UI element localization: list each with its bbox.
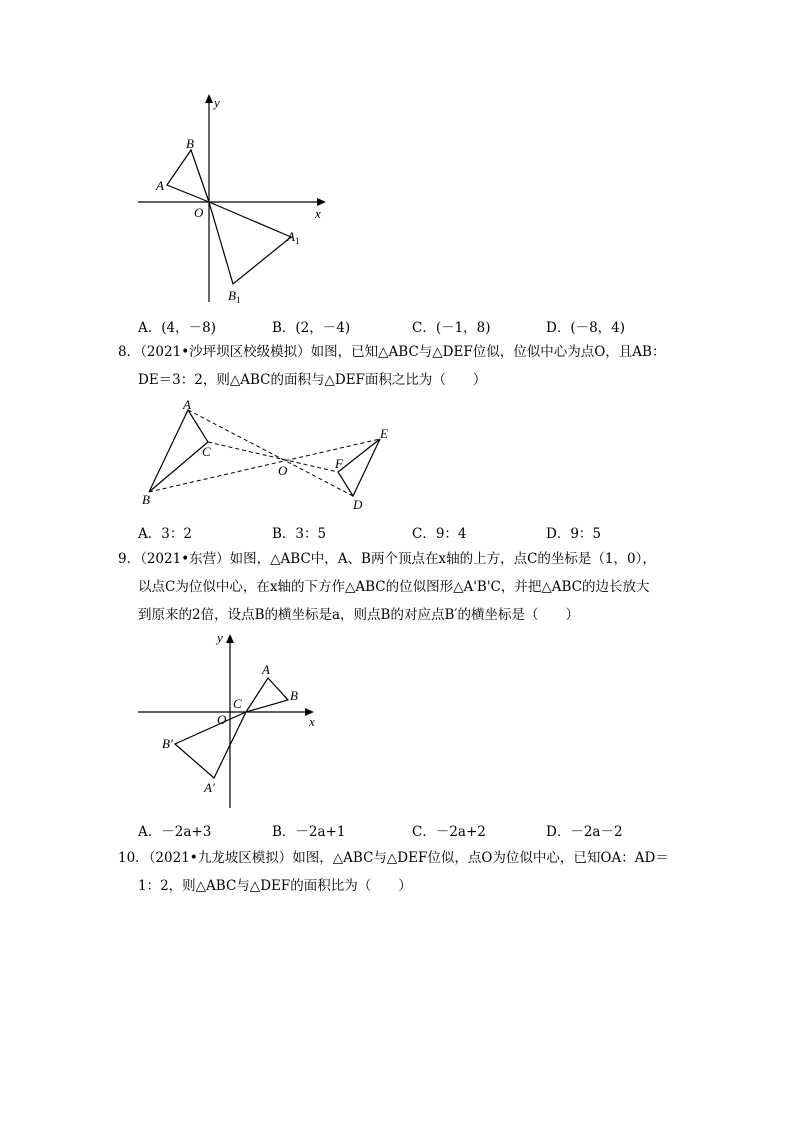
q10-text-2: 1：2，则△ABC与△DEF的面积比为（ ） bbox=[138, 878, 412, 894]
q8-figure bbox=[138, 398, 398, 513]
q9-line-3 bbox=[118, 601, 678, 629]
q7-label-o: O bbox=[194, 205, 204, 220]
q9-text-3: 到原来的2倍，设点B的横坐标是a，则点B的对应点B′的横坐标是（ ） bbox=[138, 607, 579, 623]
q8-label-b: B bbox=[142, 492, 150, 507]
q7-y-arrow bbox=[205, 94, 213, 103]
q10-line-1 bbox=[118, 844, 678, 872]
q7-options bbox=[138, 316, 658, 336]
q10-text-1: 如图，△ABC与△DEF位似，点O为位似中心，已知OA：AD＝ bbox=[292, 850, 669, 866]
q8-label-o: O bbox=[278, 463, 288, 478]
q8-label-d: D bbox=[353, 497, 363, 512]
q10-number: 10． bbox=[118, 850, 149, 866]
q8-source: （2021•沙坪坝区校级模拟） bbox=[140, 344, 311, 360]
q7-figure bbox=[130, 90, 350, 312]
q8-text-1: 如图，已知△ABC与△DEF位似，位似中心为点O，且AB： bbox=[310, 344, 666, 360]
q9-label-x: x bbox=[309, 714, 315, 729]
q9-number: 9． bbox=[118, 551, 141, 567]
q9-line-1 bbox=[118, 545, 678, 573]
q9-text-2: 以点C为位似中心，在x轴的下方作△ABC的位似图形△A'B'C，并把△ABC的边长放大 bbox=[138, 579, 650, 595]
q9-option-b[interactable]: B．－2a+1 bbox=[272, 824, 346, 840]
q8-text-2: DE＝3：2，则△ABC的面积与△DEF面积之比为（ ） bbox=[138, 372, 487, 388]
q7-label-a1: $A_1$ bbox=[287, 229, 300, 246]
q7-triangle-oa1b1 bbox=[209, 202, 291, 284]
q9-figure bbox=[130, 628, 330, 813]
q7-label-b1: $B_1$ bbox=[228, 288, 241, 305]
q9-option-c[interactable]: C．－2a+2 bbox=[412, 824, 486, 840]
q9-option-d[interactable]: D．－2a－2 bbox=[546, 824, 623, 840]
q9-label-a: A bbox=[262, 662, 270, 677]
q7-option-c[interactable]: C．(－1，8) bbox=[412, 320, 491, 336]
q7-label-y: y bbox=[214, 95, 220, 110]
q9-option-a[interactable]: A．－2a+3 bbox=[138, 824, 212, 840]
q8-options bbox=[138, 522, 658, 542]
q9-label-ap: A′ bbox=[204, 780, 215, 795]
q10-stem bbox=[118, 844, 678, 900]
q7-label-b: B bbox=[186, 136, 194, 151]
q8-dashed-ad bbox=[188, 410, 353, 496]
q8-option-b[interactable]: B．3：5 bbox=[272, 526, 327, 542]
q9-triangle-apbpc bbox=[175, 712, 246, 778]
q9-stem bbox=[118, 545, 678, 629]
q8-line-2 bbox=[118, 366, 678, 394]
q9-triangle-abc bbox=[246, 678, 288, 712]
q9-label-y: y bbox=[217, 630, 223, 645]
q9-y-arrow bbox=[226, 634, 234, 643]
q8-dashed-cf bbox=[208, 442, 338, 472]
q9-text-1: 如图，△ABC中，A、B两个顶点在x轴的上方，点C的坐标是（1，0）， bbox=[229, 551, 656, 567]
q8-option-a[interactable]: A．3：2 bbox=[138, 526, 192, 542]
q7-label-a: A bbox=[156, 178, 164, 193]
q8-stem bbox=[118, 338, 678, 394]
q9-options bbox=[138, 820, 658, 840]
q8-label-e: E bbox=[380, 426, 388, 441]
q8-line-1 bbox=[118, 338, 678, 366]
q10-source: （2021•九龙坡区模拟） bbox=[148, 850, 293, 866]
q9-label-c: C bbox=[233, 696, 242, 711]
q9-label-o: O bbox=[217, 712, 227, 727]
q7-x-arrow bbox=[317, 198, 326, 206]
q7-option-d[interactable]: D．(－8，4) bbox=[546, 320, 626, 336]
q8-option-d[interactable]: D．9：5 bbox=[546, 526, 602, 542]
q8-triangle-def bbox=[338, 439, 380, 496]
q8-number: 8． bbox=[118, 344, 141, 360]
q7-option-b[interactable]: B．(2，－4) bbox=[272, 320, 351, 336]
q9-line-2 bbox=[118, 573, 678, 601]
q8-label-c: C bbox=[202, 444, 211, 459]
q9-label-b: B bbox=[290, 688, 298, 703]
q8-triangle-abc bbox=[149, 410, 208, 492]
q8-label-f: F bbox=[335, 456, 343, 471]
q8-option-c[interactable]: C．9：4 bbox=[412, 526, 467, 542]
q7-label-x: x bbox=[315, 206, 321, 221]
q10-line-2 bbox=[118, 872, 678, 900]
q9-source: （2021•东营） bbox=[140, 551, 230, 567]
q8-label-a: A bbox=[183, 397, 191, 412]
q7-option-a[interactable]: A．(4，－8) bbox=[138, 320, 216, 336]
q7-triangle-oab bbox=[167, 150, 209, 202]
q9-label-bp: B′ bbox=[162, 736, 173, 751]
